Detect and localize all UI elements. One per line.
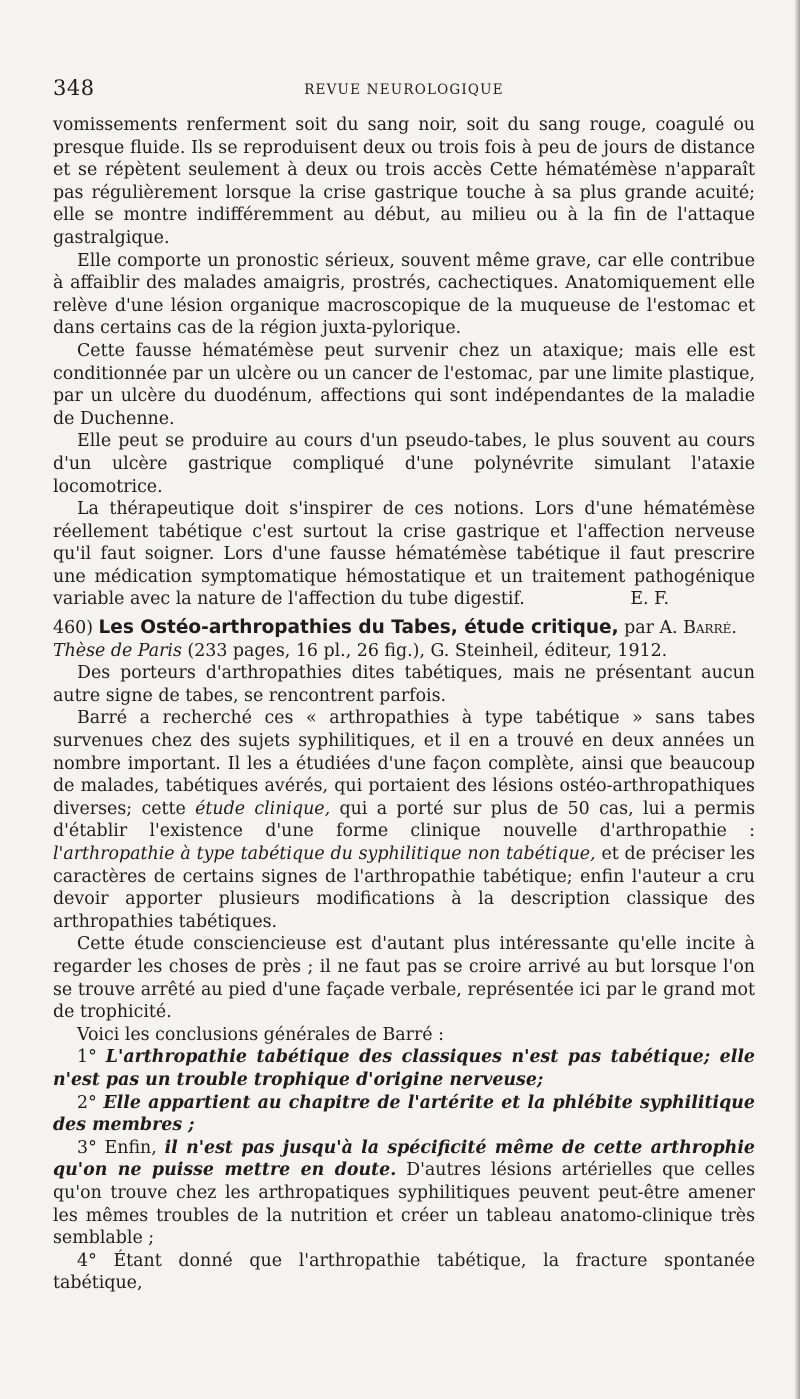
paragraph-therapeutics — [53, 498, 755, 611]
conclusion-2-text: Elle appartient au chapitre de l'artérite et la phlébite syphilitique des membres ; — [53, 1092, 755, 1136]
conclusion-3-number: 3° — [77, 1137, 97, 1158]
conclusion-4-text: Étant donné que l'arthropathie tabétique, la fracture spontanée tabétique, — [53, 1250, 755, 1294]
conclusion-4-number: 4° — [77, 1250, 97, 1271]
research-emph-form: l'arthropathie à type tabétique du syphilitique non tabétique, — [53, 844, 596, 864]
conclusion-1-text: L'arthropathie tabétique des classiques n'est pas tabétique; elle n'est pas un trouble trophique d'origine nerveuse; — [53, 1047, 755, 1090]
research-emph-study: étude clinique, — [195, 798, 331, 819]
research-text-b: qui a porté sur plus de 50 cas, lui a permis d'établir l'existence d'une forme clinique nouvelle d'arthropathie : — [53, 798, 756, 842]
paragraph-conclusions-intro: Voici les conclusions générales de Barré : — [77, 1024, 444, 1045]
entry-by: par — [624, 618, 654, 639]
conclusion-3-text: D'autres lésions artérielles que celles qu'on trouve chez les arthropatiques syphilitiques peuvent peut-être amener les mêmes troubles de la nutrition et créer un tableau anatomo-clinique très semblable ; — [53, 1160, 755, 1249]
conclusion-4 — [53, 1250, 755, 1295]
entry-author: A. Barré. — [659, 618, 737, 639]
entry-number: 460) — [53, 618, 93, 639]
review-signature: E. F. — [630, 589, 669, 610]
entry-heading — [53, 617, 755, 640]
body-text — [53, 114, 755, 1295]
paragraph-assessment: Cette étude consciencieuse est d'autant plus intéressante qu'elle incite à regarder les choses de près ; il ne faut pas se croire arrivé au but lorsque l'on se trouve arrêté au pied d'une façade verbale, représentée ici par le grand mot de trophicité. — [53, 934, 755, 1023]
research-text-a: Barré a recherché ces « arthropathies à type tabétique » sans tabes survenues chez des sujets syphilitiques, et il en a trouvé en deux années un nombre important. Il les a étudiées d'une façon complète, ainsi que beaucoup de malades, tabétiques avérés, qui portaient des lésions ostéo-arthropathiques diverses; cette — [53, 708, 755, 819]
conclusion-1-number: 1° — [77, 1047, 97, 1068]
conclusion-3 — [53, 1137, 755, 1250]
page-number: 348 — [53, 76, 95, 100]
paragraph-pseudo-tabes: Elle peut se produire au cours d'un pseudo-tabes, le plus souvent au cours d'un ulcère gastrique compliqué d'une polynévrite simulant l'ataxie locomotrice. — [53, 431, 755, 497]
paragraph-intro: Des porteurs d'arthropathies dites tabétiques, mais ne présentant aucun autre signe de tabes, se rencontrent parfois. — [53, 663, 755, 706]
conclusion-2 — [53, 1092, 755, 1137]
page-header — [53, 76, 755, 106]
entry-publication: (233 pages, 16 pl., 26 fig.), G. Steinheil, éditeur, 1912. — [187, 640, 668, 661]
conclusion-3-lead: Enfin, — [104, 1137, 157, 1158]
entry-citation — [53, 640, 755, 663]
paragraph-continued: vomissements renferment soit du sang noir, soit du sang rouge, coagulé ou presque fluide. Ils se reproduisent deux ou trois fois à peu de jours de distance et se répètent seulement à deux ou trois accès Cette hématémèse n'apparaît pas régulièrement lorsque la crise gastrique touche à sa plus grande acuité; elle se montre indifféremment au début, au milieu ou à la fin de l'attaque gastralgique. — [53, 115, 755, 248]
research-text-c: et de préciser les caractères de certains signes de l'arthropathie tabétique; enfin l'auteur a cru devoir apporter plusieurs modifications à la description classique des arthropathies tabétiques. — [53, 844, 755, 932]
paragraph-research — [53, 707, 755, 933]
paragraph-prognosis: Elle comporte un pronostic sérieux, souvent même grave, car elle contribue à affaiblir des malades amaigris, prostrés, cachectiques. Anatomiquement elle relève d'une lésion organique macroscopique de la muqueuse de l'estomac et dans certains cas de la région juxta-pylorique. — [53, 250, 755, 339]
conclusion-2-number: 2° — [77, 1092, 97, 1113]
conclusion-3-emph: il n'est pas jusqu'à la spécificité même de cette arthrophie qu'on ne puisse mettre en doute. — [53, 1137, 755, 1181]
paragraph-false-hematemesis: Cette fausse hématémèse peut survenir chez un ataxique; mais elle est conditionnée par un ulcère ou un cancer de l'estomac, par une limite plastique, par un ulcère du duodénum, affections qui sont indépendantes de la maladie de Duchenne. — [53, 340, 756, 429]
therapeutics-text: La thérapeutique doit s'inspirer de ces notions. Lors d'une hématémèse réellement tabétique c'est surtout la crise gastrique et l'affection nerveuse qu'il faut soigner. Lors d'une fausse hématémèse tabétique il faut prescrire une médication symptomatique hémostatique et un traitement pathogénique variable avec la nature de l'affection du tube digestif. — [53, 499, 755, 610]
entry-thesis: Thèse de Paris — [53, 640, 182, 661]
conclusion-1 — [53, 1046, 755, 1091]
entry-title: Les Ostéo-arthropathies du Tabes, étude critique, — [98, 617, 619, 639]
running-head: REVUE NEUROLOGIQUE — [304, 82, 504, 98]
